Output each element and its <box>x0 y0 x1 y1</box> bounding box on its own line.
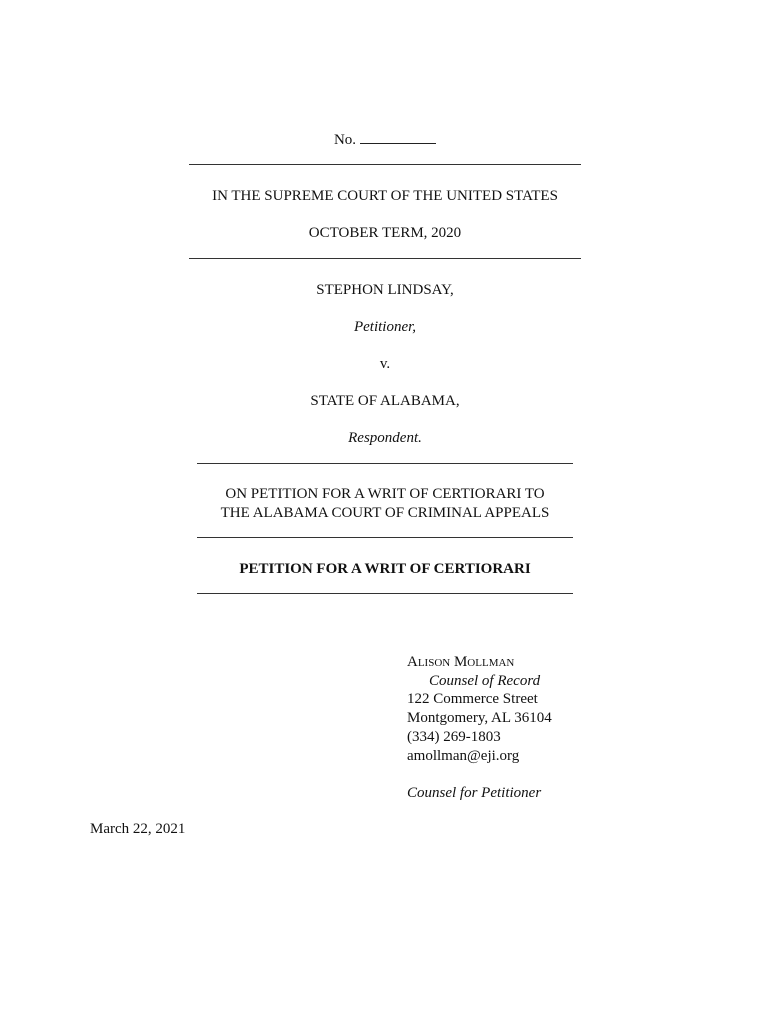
docket-number <box>0 131 770 149</box>
divider-title <box>197 593 573 594</box>
petition-caption-line-1: ON PETITION FOR A WRIT OF CERTIORARI TO <box>225 486 545 502</box>
counsel-email: amollman@eji.org <box>407 747 520 764</box>
respondent-role: Respondent. <box>348 430 422 446</box>
divider-caption <box>197 537 573 538</box>
counsel-phone: (334) 269-1803 <box>407 728 501 745</box>
counsel-street: 122 Commerce Street <box>407 691 538 708</box>
counsel-name: Alison Mollman <box>407 654 515 670</box>
filing-date: March 22, 2021 <box>90 821 186 837</box>
petitioner-name: STEPHON LINDSAY, <box>316 282 454 298</box>
divider-top <box>189 164 581 165</box>
counsel-spacer <box>407 765 552 784</box>
respondent-name: STATE OF ALABAMA, <box>310 393 460 409</box>
petition-title: PETITION FOR A WRIT OF CERTIORARI <box>239 561 531 577</box>
counsel-role: Counsel of Record <box>429 672 541 689</box>
docket-label: No. <box>333 132 357 148</box>
petitioner-role: Petitioner, <box>353 319 417 335</box>
court-name: IN THE SUPREME COURT OF THE UNITED STATES <box>212 188 558 204</box>
counsel-city: Montgomery, AL 36104 <box>407 710 552 727</box>
court-term: OCTOBER TERM, 2020 <box>308 225 462 241</box>
versus: v. <box>379 356 391 372</box>
divider-court <box>189 258 581 259</box>
divider-parties <box>197 463 573 464</box>
docket-number-blank <box>360 131 436 144</box>
counsel-block <box>407 653 552 803</box>
counsel-for: Counsel for Petitioner <box>407 784 542 801</box>
petition-caption-line-2: THE ALABAMA COURT OF CRIMINAL APPEALS <box>220 505 550 521</box>
